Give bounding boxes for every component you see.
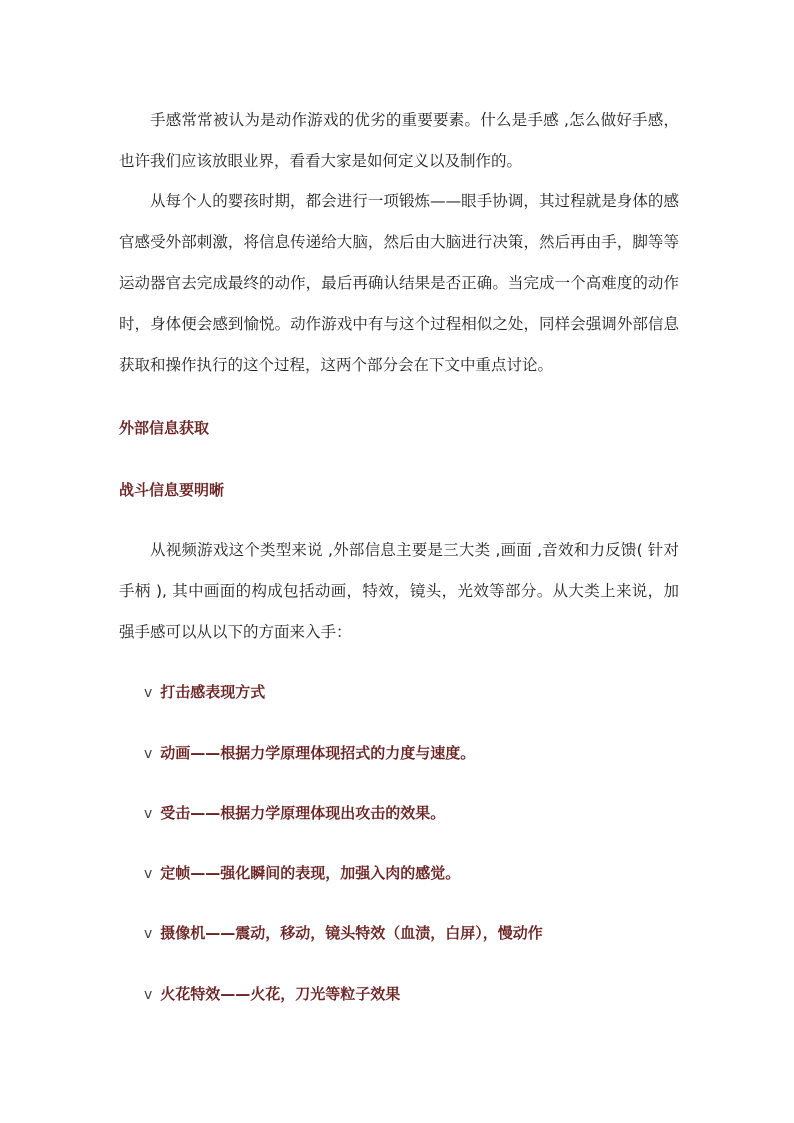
bullet-mark-icon: v: [144, 926, 153, 942]
bullet-text: 动画——根据力学原理体现招式的力度与速度。: [160, 744, 476, 762]
bullet-mark-icon: v: [144, 806, 153, 822]
intro-paragraph-2: 从每个人的婴孩时期，都会进行一项锻炼——眼手协调，其过程就是身体的感官感受外部刺激，将信息传递给大脑，然后由大脑进行决策，然后再由手，脚等等运动器官去完成最终的动作，最后再确认结果是否正确。当完成一个高难度的动作时，身体便会感到愉悦。动作游戏中有与这个过程相似之处，同样会强调外部信息获取和操作执行的这个过程，这两个部分会在下文中重点讨论。: [119, 192, 679, 374]
bullet-text: 打击感表现方式: [160, 683, 266, 701]
section-subheading: 战斗信息要明晰: [119, 481, 225, 499]
body-paragraph-3: 从视频游戏这个类型来说 ,外部信息主要是三大类 ,画面 ,音效和力反馈( 针对手柄 ), 其中画面的构成包括动画，特效，镜头，光效等部分。从大类上来说，加强手感可以从以下的方面来入手：: [119, 541, 679, 641]
bullet-text: 火花特效——火花，刀光等粒子效果: [160, 985, 401, 1003]
bullet-item: [144, 803, 445, 824]
bullet-mark-icon: v: [144, 866, 153, 882]
bullet-mark-icon: v: [144, 685, 153, 701]
section-heading: 外部信息获取: [119, 419, 210, 437]
bullet-text: 摄像机——震动，移动，镜头特效（血渍，白屏），慢动作: [160, 924, 543, 942]
intro-paragraph-1: 手感常常被认为是动作游戏的优劣的重要要素。什么是手感 ,怎么做好手感，也许我们应该放眼业界，看看大家是如何定义以及制作的。: [119, 111, 679, 170]
bullet-mark-icon: v: [144, 746, 153, 762]
bullet-text: 受击——根据力学原理体现出攻击的效果。: [160, 804, 446, 822]
bullet-item: [144, 863, 460, 884]
bullet-item: [144, 682, 265, 703]
bullet-text: 定帧——强化瞬间的表现，加强入肉的感觉。: [160, 864, 461, 882]
bullet-mark-icon: v: [144, 987, 153, 1003]
bullet-item: [144, 984, 400, 1005]
bullet-item: [144, 743, 475, 764]
bullet-item: [144, 923, 543, 944]
